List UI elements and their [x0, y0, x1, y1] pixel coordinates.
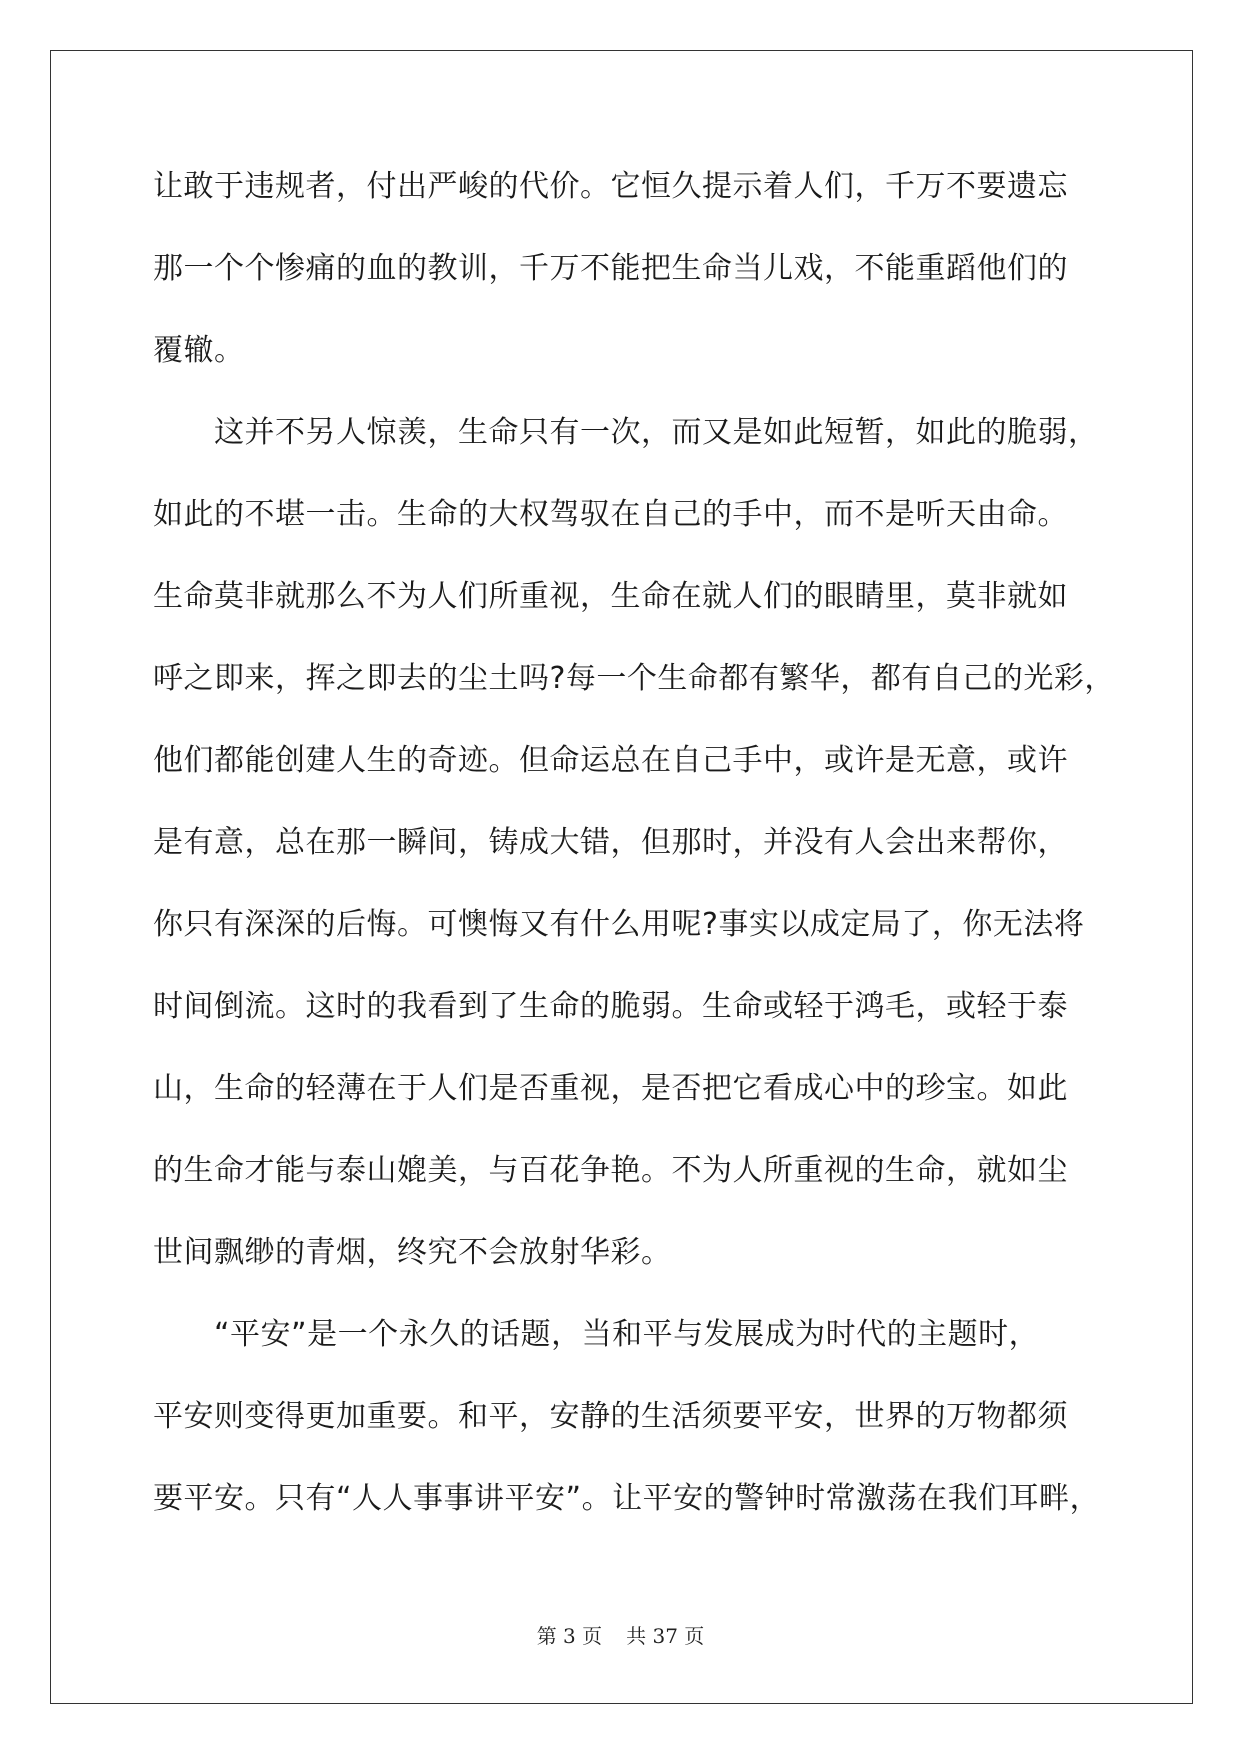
text-line: 你只有深深的后悔。可懊悔又有什么用呢?事实以成定局了，你无法将 [153, 907, 1085, 942]
text-line: “平安”是一个永久的话题，当和平与发展成为时代的主题时， [153, 1317, 1040, 1352]
text-line: 那一个个惨痛的血的教训，千万不能把生命当儿戏，不能重蹈他们的 [153, 251, 1068, 286]
document-body [153, 165, 1115, 1559]
text-line: 让敢于违规者，付出严峻的代价。它恒久提示着人们，千万不要遗忘 [153, 169, 1068, 204]
text-line: 覆辙。 [153, 333, 245, 368]
text-line: 他们都能创建人生的奇迹。但命运总在自己手中，或许是无意，或许 [153, 743, 1068, 778]
text-line: 如此的不堪一击。生命的大权驾驭在自己的手中，而不是听天由命。 [153, 497, 1068, 532]
text-line: 要平安。只有“人人事事讲平安”。让平安的警钟时常激荡在我们耳畔， [153, 1481, 1101, 1516]
text-line: 生命莫非就那么不为人们所重视，生命在就人们的眼睛里，莫非就如 [153, 579, 1068, 614]
page-footer [0, 1620, 1241, 1649]
text-line: 世间飘缈的青烟，终究不会放射华彩。 [153, 1235, 672, 1270]
text-line: 这并不另人惊羡，生命只有一次，而又是如此短暂，如此的脆弱， [153, 415, 1099, 450]
text-line: 的生命才能与泰山媲美，与百花争艳。不为人所重视的生命，就如尘 [153, 1153, 1068, 1188]
text-line: 平安则变得更加重要。和平，安静的生活须要平安，世界的万物都须 [153, 1399, 1068, 1434]
text-line: 山，生命的轻薄在于人们是否重视，是否把它看成心中的珍宝。如此 [153, 1071, 1068, 1106]
text-line: 是有意，总在那一瞬间，铸成大错，但那时，并没有人会出来帮你， [153, 825, 1068, 860]
page-number: 第 3 页 [536, 1624, 603, 1648]
text-line: 时间倒流。这时的我看到了生命的脆弱。生命或轻于鸿毛，或轻于泰 [153, 989, 1068, 1024]
page-total: 共 37 页 [626, 1624, 705, 1648]
text-line: 呼之即来，挥之即去的尘土吗?每一个生命都有繁华，都有自己的光彩， [153, 661, 1115, 696]
